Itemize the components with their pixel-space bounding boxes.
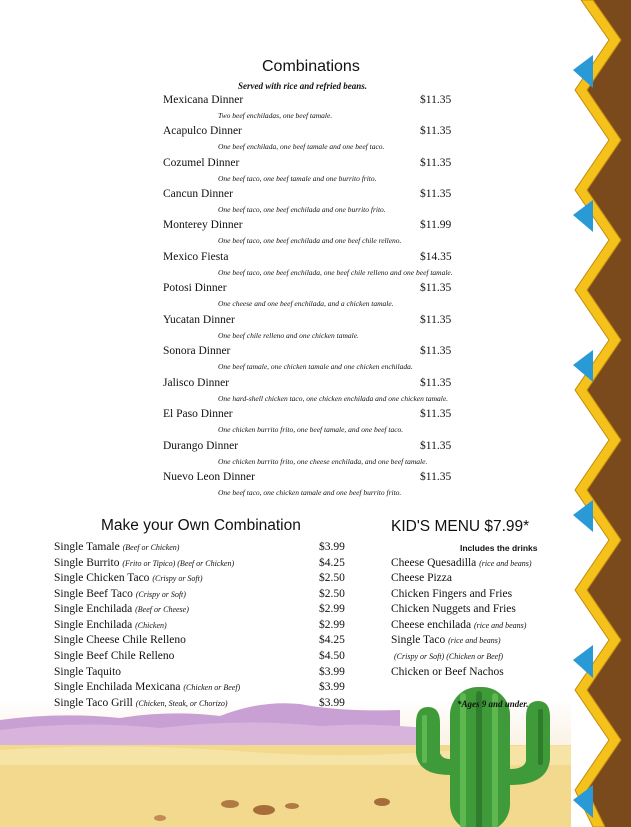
item-price: $3.99 xyxy=(319,697,345,709)
item-name: Single Beef Taco xyxy=(54,588,133,600)
kids-item xyxy=(391,666,504,678)
item-name: Chicken Fingers and Fries xyxy=(391,588,513,600)
item-price: $2.50 xyxy=(319,588,345,600)
item-price: $11.35 xyxy=(420,314,452,326)
item-description: One beef chile relleno and one chicken tamale. xyxy=(218,331,359,340)
combination-item xyxy=(163,94,463,125)
item-price: $2.99 xyxy=(319,619,345,631)
item-price: $11.35 xyxy=(420,345,452,357)
kids-item xyxy=(391,634,501,646)
single-item-row xyxy=(54,603,354,618)
item-price: $11.35 xyxy=(420,440,452,452)
item-price: $11.35 xyxy=(420,125,452,137)
combination-item xyxy=(163,377,463,408)
item-price: $4.50 xyxy=(319,650,345,662)
combination-item xyxy=(163,282,463,313)
item-name: Chicken or Beef Nachos xyxy=(391,666,504,678)
item-name: Acapulco Dinner xyxy=(163,125,242,137)
kids-item-options xyxy=(394,650,503,662)
item-description: One beef taco, one beef enchilada and one beef chile relleno. xyxy=(218,236,402,245)
single-item-row xyxy=(54,650,354,665)
item-note: (Chicken, Steak, or Chorizo) xyxy=(135,699,228,708)
single-item-row xyxy=(54,666,354,681)
item-price: $3.99 xyxy=(319,681,345,693)
combination-item xyxy=(163,157,463,188)
item-description: One chicken burrito frito, one cheese enchilada, and one beef tamale. xyxy=(218,457,428,466)
item-name: Single Enchilada xyxy=(54,603,133,615)
item-price: $11.35 xyxy=(420,471,452,483)
item-note: (Beef or Cheese) xyxy=(135,605,189,614)
item-price: $11.35 xyxy=(420,408,452,420)
item-price: $14.35 xyxy=(420,251,452,263)
item-description: One beef taco, one beef enchilada, one beef chile relleno and one beef tamale. xyxy=(218,268,453,277)
item-price: $3.99 xyxy=(319,666,345,678)
item-name: Single Beef Chile Relleno xyxy=(54,650,175,662)
item-name: Monterey Dinner xyxy=(163,219,243,231)
item-name: Nuevo Leon Dinner xyxy=(163,471,255,483)
item-description: One cheese and one beef enchilada, and a chicken tamale. xyxy=(218,299,394,308)
item-price: $11.35 xyxy=(420,282,452,294)
item-name: Cheese Pizza xyxy=(391,572,452,584)
combinations-title: Combinations xyxy=(262,58,360,75)
kids-item xyxy=(391,557,532,569)
item-name: Single Taco xyxy=(391,634,446,646)
item-name: Single Tamale xyxy=(54,541,120,553)
item-description: One hard-shell chicken taco, one chicken enchilada and one chicken tamale. xyxy=(218,394,449,403)
item-note: (Crispy or Soft) (Chicken or Beef) xyxy=(394,652,504,661)
item-name: Mexico Fiesta xyxy=(163,251,229,263)
combination-item xyxy=(163,125,463,156)
item-name: Durango Dinner xyxy=(163,440,239,452)
item-price: $11.35 xyxy=(420,188,452,200)
kids-item xyxy=(391,588,512,600)
combination-item xyxy=(163,314,463,345)
single-item-row xyxy=(54,619,354,634)
item-price: $11.99 xyxy=(420,219,452,231)
kids-menu-subtitle: Includes the drinks xyxy=(460,543,538,553)
single-item-row xyxy=(54,634,354,649)
item-name: Cozumel Dinner xyxy=(163,157,240,169)
combination-item xyxy=(163,440,463,471)
kids-item xyxy=(391,572,452,584)
kids-age-footnote: *Ages 9 and under. xyxy=(457,699,529,709)
cactus-illustration xyxy=(398,675,583,827)
item-description: One beef taco, one beef tamale and one burrito frito. xyxy=(218,174,377,183)
combinations-subtitle: Served with rice and refried beans. xyxy=(238,81,367,91)
item-note: (Chicken or Beef) xyxy=(183,683,241,692)
item-name: Cancun Dinner xyxy=(163,188,233,200)
combination-item xyxy=(163,219,463,250)
item-name: Cheese Quesadilla xyxy=(391,557,477,569)
item-description: One beef tamale, one chicken tamale and one chicken enchilada. xyxy=(218,362,413,371)
single-item-row xyxy=(54,541,354,556)
item-description: Two beef enchiladas, one beef tamale. xyxy=(218,111,333,120)
item-note: (Crispy or Soft) xyxy=(152,574,203,583)
combination-item xyxy=(163,471,463,502)
single-item-row xyxy=(54,557,354,572)
item-name: Single Burrito xyxy=(54,557,120,569)
item-description: One chicken burrito frito, one beef tamale, and one beef taco. xyxy=(218,425,404,434)
item-price: $2.99 xyxy=(319,603,345,615)
item-note: (rice and beans) xyxy=(474,621,527,630)
item-name: Mexicana Dinner xyxy=(163,94,244,106)
item-name: Single Chicken Taco xyxy=(54,572,150,584)
combination-item xyxy=(163,188,463,219)
kids-item xyxy=(391,619,526,631)
item-price: $11.35 xyxy=(420,377,452,389)
kids-menu-title: KID'S MENU $7.99* xyxy=(391,518,530,535)
item-description: One beef taco, one chicken tamale and one beef burrito frito. xyxy=(218,488,402,497)
item-description: One beef taco, one beef enchilada and one burrito frito. xyxy=(218,205,386,214)
item-name: Chicken Nuggets and Fries xyxy=(391,603,516,615)
item-name: Cheese enchilada xyxy=(391,619,472,631)
item-price: $4.25 xyxy=(319,634,345,646)
item-note: (Frito or Tipico) (Beef or Chicken) xyxy=(122,559,235,568)
kids-item xyxy=(391,603,516,615)
item-price: $11.35 xyxy=(420,157,452,169)
make-your-own-title: Make your Own Combination xyxy=(101,517,301,534)
item-note: (rice and beans) xyxy=(448,636,501,645)
item-name: Yucatan Dinner xyxy=(163,314,235,326)
item-price: $2.50 xyxy=(319,572,345,584)
single-item-row xyxy=(54,697,354,712)
combination-item xyxy=(163,251,463,282)
item-name: Sonora Dinner xyxy=(163,345,231,357)
item-note: (rice and beans) xyxy=(479,559,532,568)
item-price: $11.35 xyxy=(420,94,452,106)
item-name: El Paso Dinner xyxy=(163,408,233,420)
item-note: (Chicken) xyxy=(135,621,167,630)
single-item-row xyxy=(54,572,354,587)
item-name: Potosi Dinner xyxy=(163,282,227,294)
item-price: $3.99 xyxy=(319,541,345,553)
item-name: Jalisco Dinner xyxy=(163,377,230,389)
item-name: Single Enchilada Mexicana xyxy=(54,681,181,693)
item-name: Single Taco Grill xyxy=(54,697,133,709)
item-name: Single Cheese Chile Relleno xyxy=(54,634,186,646)
combination-item xyxy=(163,408,463,439)
single-item-row xyxy=(54,588,354,603)
item-name: Single Taquito xyxy=(54,666,122,678)
single-item-row xyxy=(54,681,354,696)
item-note: (Crispy or Soft) xyxy=(135,590,186,599)
item-description: One beef enchilada, one beef tamale and one beef taco. xyxy=(218,142,385,151)
item-price: $4.25 xyxy=(319,557,345,569)
item-name: Single Enchilada xyxy=(54,619,133,631)
combination-item xyxy=(163,345,463,376)
item-note: (Beef or Chicken) xyxy=(122,543,180,552)
